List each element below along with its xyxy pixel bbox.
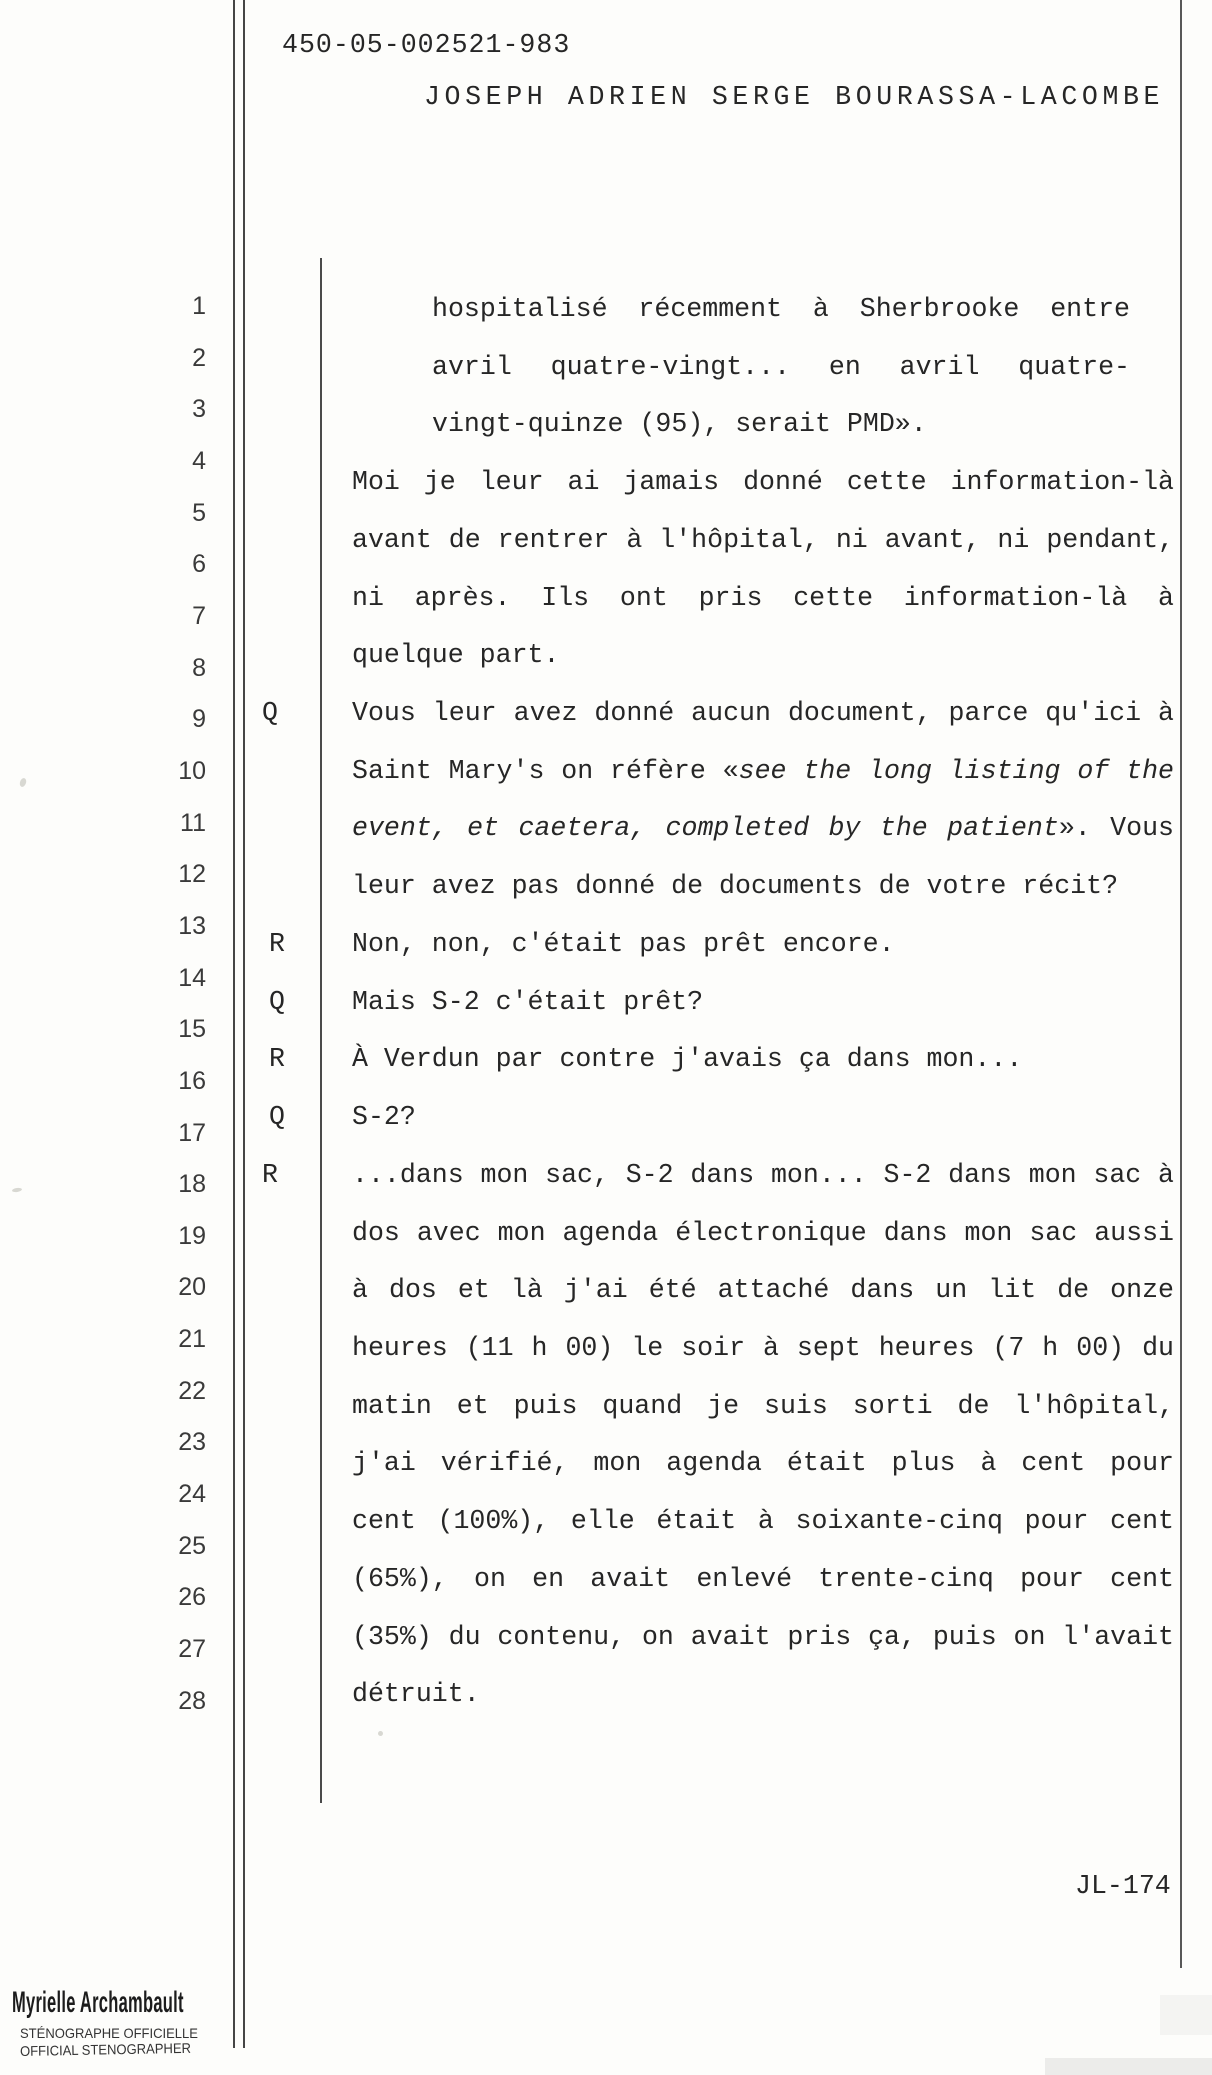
transcript-text: heures (11 h 00) le soir à sept heures (7 h 00) du: [352, 1332, 1174, 1363]
transcript-line: [352, 570, 1174, 628]
transcript-line: [352, 743, 1174, 801]
left-margin-rule-inner: [243, 0, 245, 2048]
transcript-text: Vous leur avez donné aucun document, parce qu'ici à: [352, 698, 1174, 729]
transcript-text: cent (100%), elle était à soixante-cinq pour cent: [352, 1506, 1174, 1537]
transcript-text: S-2?: [352, 1102, 416, 1133]
text-block-left-rule: [320, 258, 322, 1803]
transcript-line: [352, 454, 1174, 512]
witness-name-header: JOSEPH ADRIEN SERGE BOURASSA-LACOMBE: [424, 82, 1165, 112]
line-number: 16: [178, 1066, 206, 1095]
page-right-edge-line: [1180, 0, 1182, 1968]
line-number: 21: [178, 1325, 206, 1354]
line-number-column: [120, 281, 206, 1727]
transcript-line: [269, 974, 1174, 1032]
stamp-name: Myrielle Archambault: [12, 1986, 184, 2019]
line-number: 25: [178, 1531, 206, 1560]
transcript-line: [352, 1493, 1174, 1551]
transcript-text: quelque part.: [352, 640, 560, 671]
transcript-text: ni après. Ils ont pris cette information-là à: [352, 582, 1174, 613]
line-number: 6: [192, 550, 206, 579]
transcript-line: [352, 1551, 1174, 1609]
speaker-marker: Q: [269, 986, 285, 1017]
scan-smudge: [1045, 2058, 1212, 2075]
transcript-line: [352, 512, 1174, 570]
line-number: 27: [178, 1635, 206, 1664]
transcript-text: à dos et là j'ai été attaché dans un lit de onze: [352, 1275, 1174, 1306]
line-number: 28: [178, 1686, 206, 1715]
transcript-text: avril quatre-vingt... en avril quatre-: [432, 351, 1130, 382]
line-number: 11: [180, 808, 206, 837]
speaker-marker: R: [269, 928, 285, 959]
line-number: 23: [178, 1428, 206, 1457]
transcript-line: [269, 916, 1174, 974]
case-number: 450-05-002521-983: [282, 30, 571, 60]
stamp-title-en: OFFICIAL STENOGRAPHER: [19, 2039, 192, 2059]
transcript-text: À Verdun par contre j'avais ça dans mon...: [352, 1044, 1023, 1075]
page-reference: JL-174: [1075, 1871, 1171, 1901]
transcript-text: j'ai vérifié, mon agenda était plus à cent pour: [352, 1448, 1174, 1479]
transcript-line: [352, 1666, 1174, 1724]
transcript-text-run: Saint Mary's on réfère «: [352, 755, 739, 786]
transcript-text: Non, non, c'était pas prêt encore.: [352, 928, 895, 959]
line-number: 17: [178, 1118, 206, 1147]
transcript-text: (65%), on en avait enlevé trente-cinq pour cent: [352, 1563, 1174, 1594]
transcript-text-column: [262, 281, 1175, 1724]
transcript-line: [352, 800, 1174, 858]
line-number: 19: [178, 1221, 206, 1250]
line-number: 7: [192, 601, 206, 630]
transcript-text: Moi je leur ai jamais donné cette information-là: [352, 467, 1174, 498]
transcript-line: [352, 396, 1174, 454]
transcript-text: dos avec mon agenda électronique dans mon sac aussi: [352, 1217, 1174, 1248]
line-number: 1: [192, 292, 206, 320]
line-number: 8: [192, 653, 206, 682]
speaker-marker: Q: [262, 698, 278, 729]
line-number: 15: [178, 1015, 206, 1044]
transcript-line: [262, 685, 1174, 743]
transcript-line: [352, 1435, 1174, 1493]
line-number: 24: [178, 1480, 206, 1509]
transcript-text-run: event, et caetera, completed by the patient: [352, 813, 1059, 844]
transcript-text: vingt-quinze (95), serait PMD».: [432, 409, 927, 440]
transcript-line: [352, 339, 1174, 397]
line-number: 12: [178, 860, 206, 889]
transcript-line: [262, 1147, 1174, 1205]
line-number: 26: [178, 1583, 206, 1612]
transcript-text: avant de rentrer à l'hôpital, ni avant, ni pendant,: [352, 524, 1174, 555]
stamp-title-fr: STÉNOGRAPHE OFFICIELLE: [20, 2025, 198, 2041]
transcript-line: [352, 1609, 1174, 1667]
line-number: 14: [178, 963, 206, 992]
transcript-line: [269, 1031, 1174, 1089]
line-number: 5: [192, 498, 206, 527]
transcript-text: matin et puis quand je suis sorti de l'hôpital,: [352, 1390, 1174, 1421]
speaker-marker: Q: [269, 1102, 285, 1133]
transcript-line: [352, 627, 1174, 685]
transcript-text: ...dans mon sac, S-2 dans mon... S-2 dans mon sac à: [352, 1159, 1174, 1190]
transcript-text: leur avez pas donné de documents de votre récit?: [352, 871, 1119, 902]
scan-artifact: [12, 1187, 22, 1192]
speaker-marker: R: [262, 1159, 278, 1190]
scan-artifact: [19, 777, 28, 788]
left-margin-rule-outer: [233, 0, 235, 2048]
transcript-line: [269, 1089, 1174, 1147]
transcript-text: Mais S-2 c'était prêt?: [352, 986, 704, 1017]
transcript-line: [352, 1205, 1174, 1263]
line-number: 22: [178, 1376, 206, 1405]
scan-artifact: [378, 1731, 383, 1736]
line-number: 9: [192, 705, 206, 734]
line-number: 10: [178, 756, 206, 785]
transcript-line: [352, 1320, 1174, 1378]
transcript-text: hospitalisé récemment à Sherbrooke entre: [432, 294, 1130, 324]
line-number: 2: [192, 343, 206, 372]
transcript-line: [352, 281, 1174, 339]
line-number: 4: [192, 446, 206, 475]
transcript-line: [352, 858, 1174, 916]
transcript-text: (35%) du contenu, on avait pris ça, puis on l'avait: [352, 1621, 1174, 1652]
speaker-marker: R: [269, 1044, 285, 1075]
transcript-text-run: see the long listing of the: [738, 755, 1175, 786]
line-number: 13: [178, 911, 206, 940]
transcript-text: détruit.: [352, 1679, 480, 1710]
transcript-text-run: ». Vous: [1058, 813, 1174, 844]
transcript-line: [352, 1378, 1174, 1436]
line-number: 18: [178, 1170, 206, 1199]
line-number: 20: [178, 1273, 206, 1302]
transcript-line: [352, 1262, 1174, 1320]
line-number: 3: [192, 395, 206, 424]
stenographer-stamp: [12, 1986, 272, 2059]
scan-smudge: [1160, 1995, 1212, 2035]
